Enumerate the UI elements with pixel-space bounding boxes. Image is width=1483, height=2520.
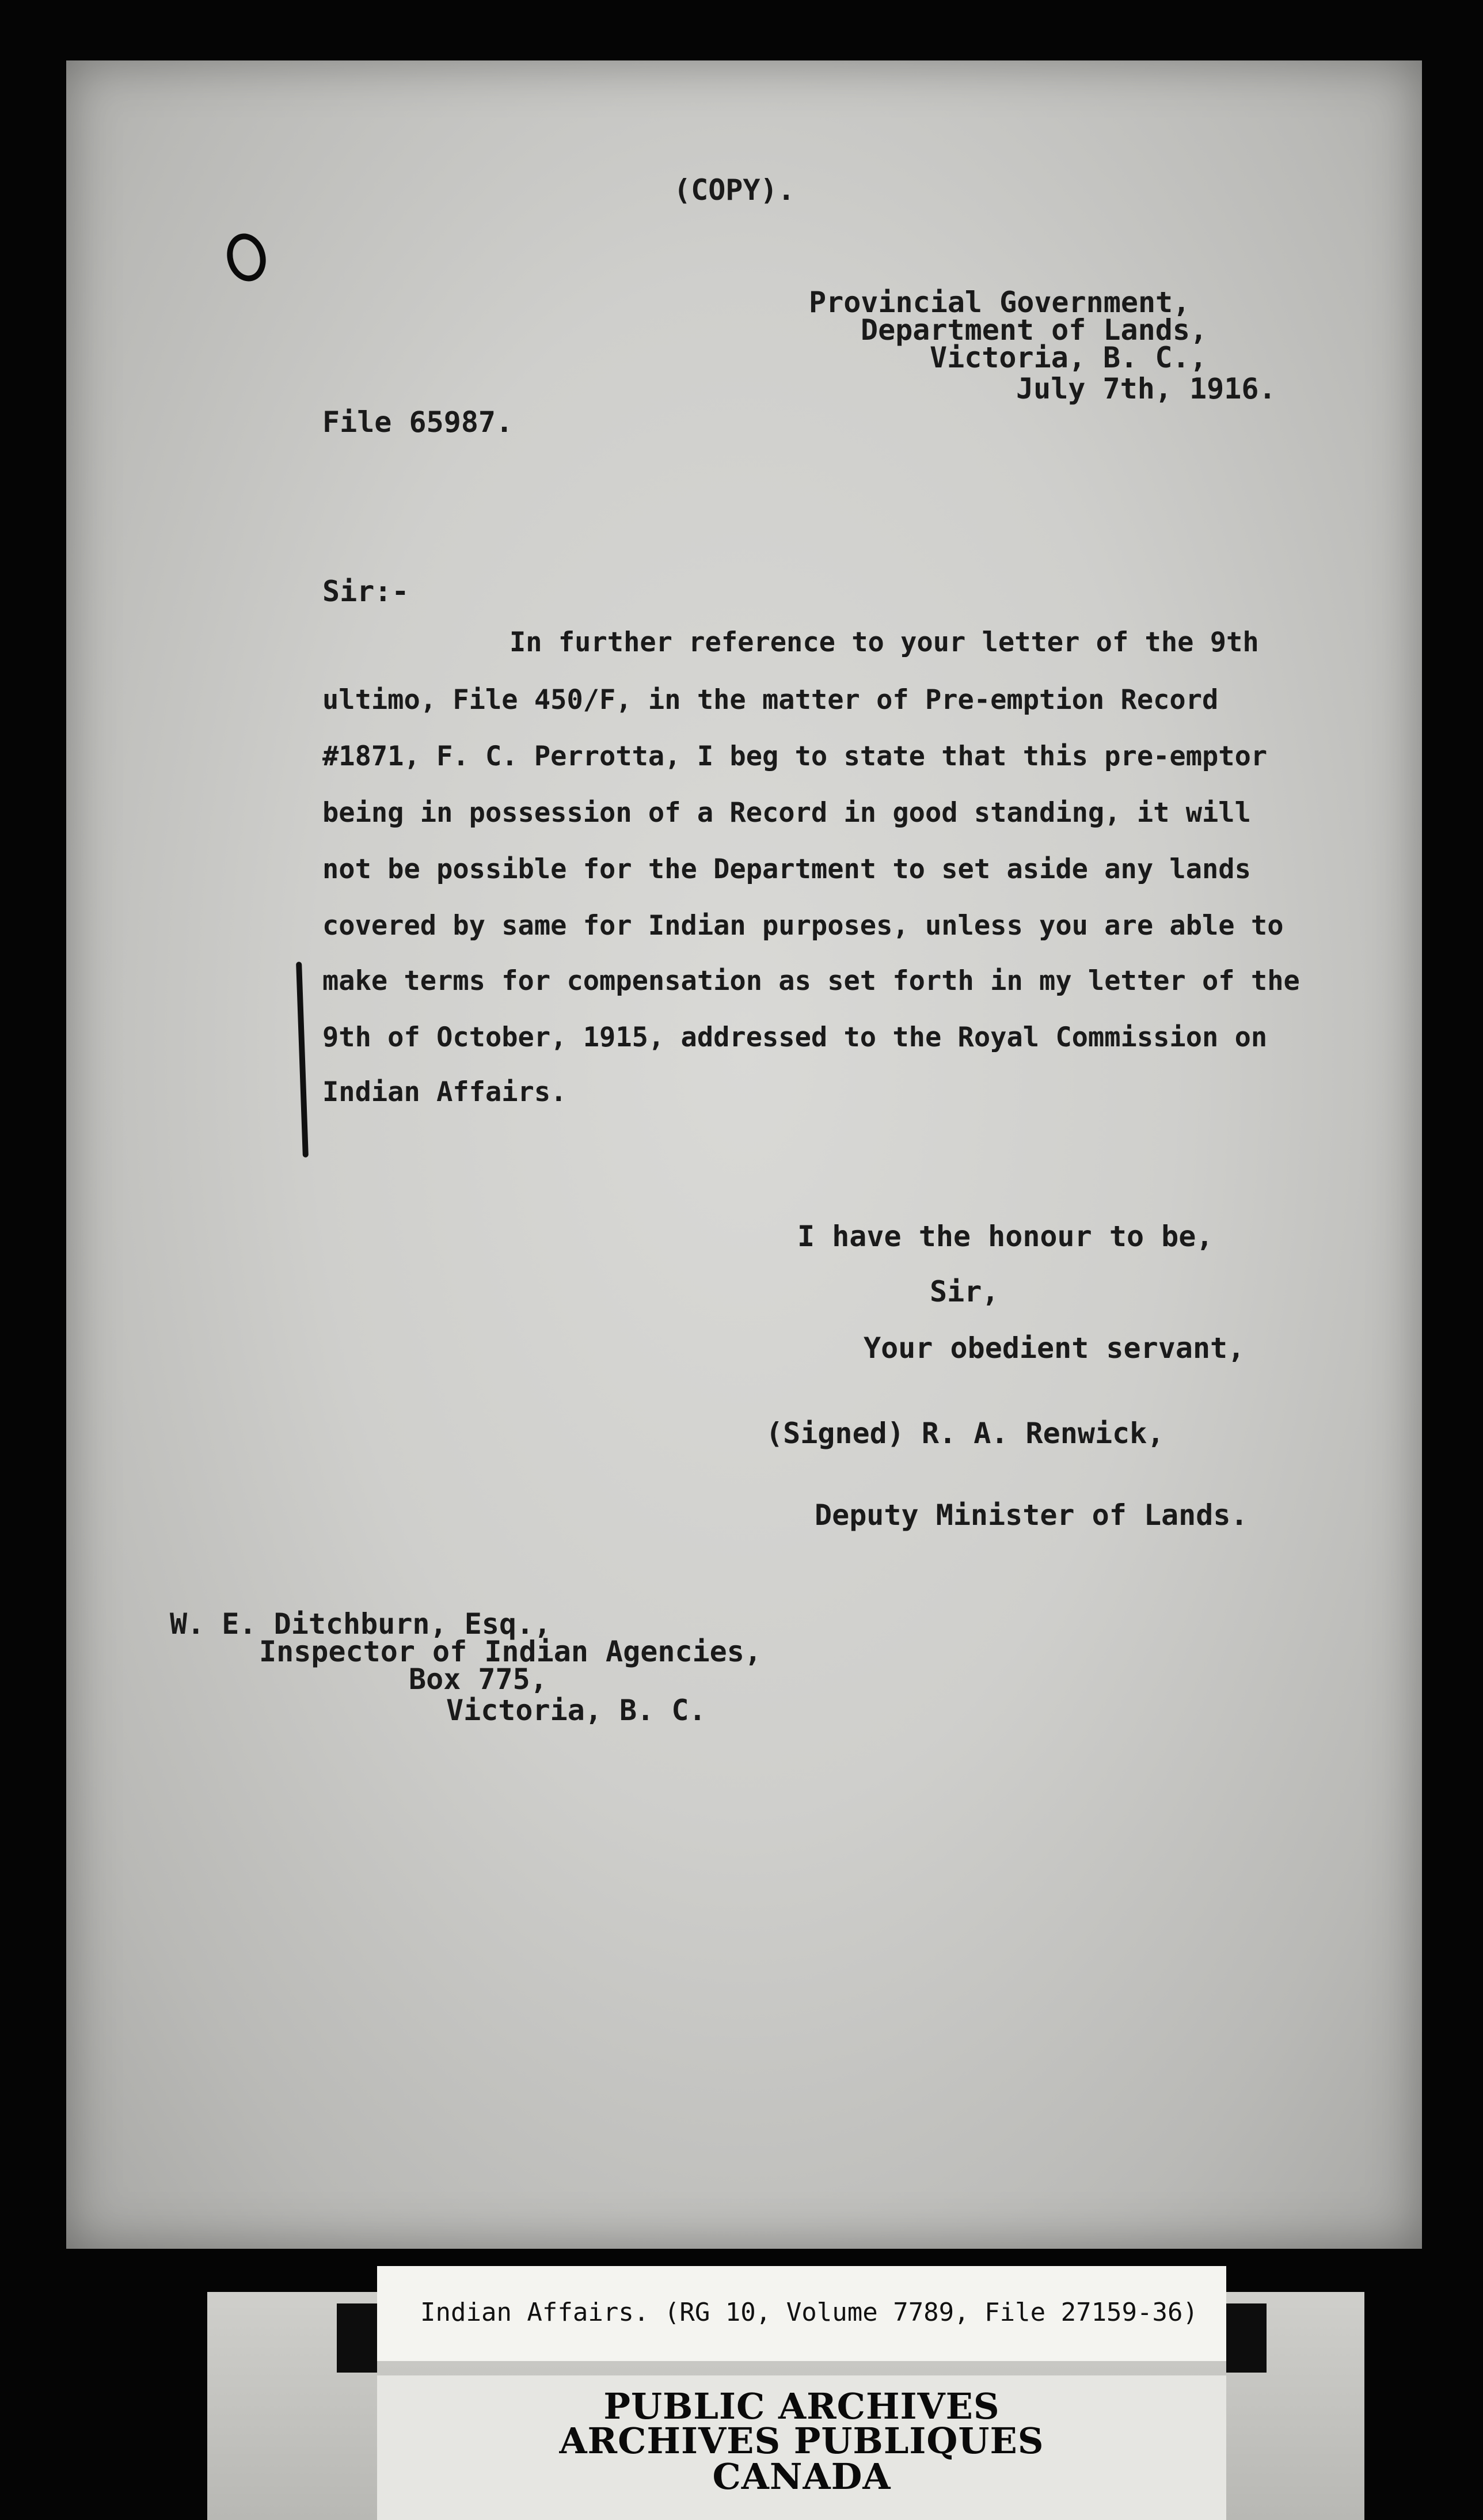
closing-line-2: Sir, (930, 1275, 999, 1308)
stamp-tab-right (1226, 2303, 1267, 2373)
sender-line-1: Provincial Government, (809, 286, 1191, 319)
stamp-line-1: PUBLIC ARCHIVES (603, 2385, 1000, 2427)
body-line: not be possible for the Department to set aside any lands (322, 853, 1251, 885)
body-line: make terms for compensation as set forth in my letter of the (322, 965, 1300, 997)
addressee-line-3: Box 775, (409, 1663, 547, 1696)
signature: (Signed) R. A. Renwick, (766, 1417, 1165, 1450)
body-line: In further reference to your letter of the 9th (509, 627, 1259, 658)
body-line: #1871, F. C. Perrotta, I beg to state that this pre-emptor (322, 741, 1268, 772)
stamp-tab-left (337, 2303, 377, 2373)
signer-title: Deputy Minister of Lands. (815, 1498, 1248, 1532)
addressee-line-4: Victoria, B. C. (446, 1694, 706, 1727)
body-line: covered by same for Indian purposes, unless you are able to (322, 910, 1284, 942)
body-line: Indian Affairs. (322, 1076, 567, 1108)
copy-mark: (COPY). (674, 173, 795, 207)
archive-reference: Indian Affairs. (RG 10, Volume 7789, File 27159-36) (420, 2298, 1199, 2327)
addressee-line-2: Inspector of Indian Agencies, (259, 1635, 762, 1668)
stamp-line-3: CANADA (712, 2456, 891, 2498)
salutation: Sir:- (322, 575, 409, 608)
closing-line-1: I have the honour to be, (797, 1220, 1214, 1253)
addressee-line-1: W. E. Ditchburn, Esq., (170, 1607, 552, 1641)
body-line: 9th of October, 1915, addressed to the Royal Commission on (322, 1022, 1268, 1053)
body-line: being in possession of a Record in good standing, it will (322, 797, 1251, 829)
sender-line-3: Victoria, B. C., (930, 341, 1207, 374)
closing-line-3: Your obedient servant, (864, 1331, 1245, 1365)
stamp-line-2: ARCHIVES PUBLIQUES (559, 2420, 1044, 2462)
letter-date: July 7th, 1916. (1016, 372, 1276, 405)
file-reference: File 65987. (322, 405, 514, 439)
body-line: ultimo, File 450/F, in the matter of Pre-emption Record (322, 684, 1219, 716)
sender-line-2: Department of Lands, (861, 313, 1208, 347)
